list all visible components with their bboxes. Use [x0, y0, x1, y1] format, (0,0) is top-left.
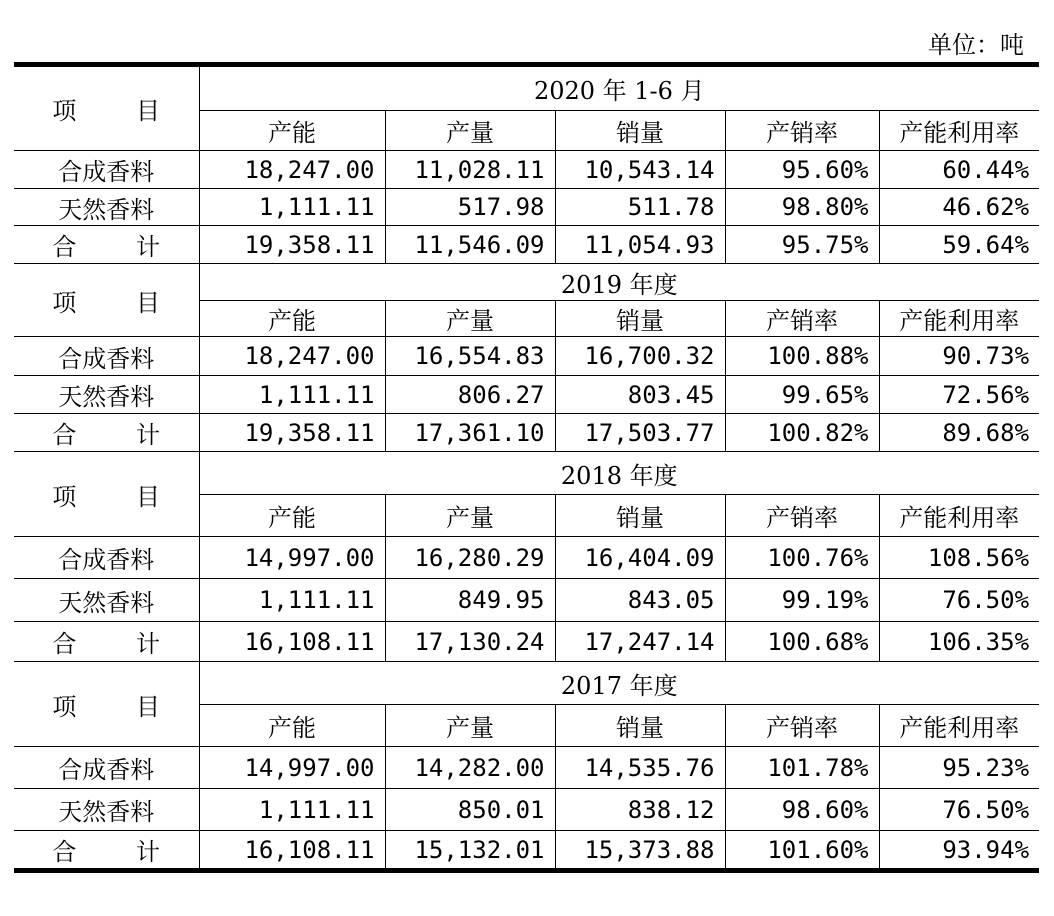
cell-value: 10,543.14 — [555, 151, 725, 189]
row-label: 合成香料 — [14, 337, 199, 376]
cell-value: 15,373.88 — [555, 831, 725, 871]
cell-value: 16,280.29 — [385, 537, 555, 579]
cell-value: 14,997.00 — [199, 537, 385, 579]
column-header: 产量 — [385, 495, 555, 537]
cell-value: 517.98 — [385, 189, 555, 226]
column-header: 产能 — [199, 495, 385, 537]
period-row — [14, 452, 1039, 495]
cell-value: 14,282.00 — [385, 747, 555, 789]
cell-value: 19,358.11 — [199, 226, 385, 264]
column-header: 产销率 — [725, 301, 879, 337]
row-label: 合成香料 — [14, 151, 199, 189]
cell-value: 511.78 — [555, 189, 725, 226]
unit-label: 单位：吨 — [928, 31, 1024, 59]
column-header: 产能 — [199, 111, 385, 151]
cell-value: 98.60% — [725, 789, 879, 831]
cell-value: 17,247.14 — [555, 622, 725, 662]
item-header: 项 目 — [14, 662, 199, 747]
cell-value: 1,111.11 — [199, 376, 385, 414]
cell-value: 100.76% — [725, 537, 879, 579]
capacity-table — [14, 62, 1039, 873]
cell-value: 76.50% — [879, 789, 1039, 831]
column-header: 产能 — [199, 301, 385, 337]
cell-value: 11,546.09 — [385, 226, 555, 264]
column-header: 产能利用率 — [879, 111, 1039, 151]
cell-value: 1,111.11 — [199, 579, 385, 622]
table-row — [14, 831, 1039, 871]
cell-value: 100.88% — [725, 337, 879, 376]
column-header: 销量 — [555, 301, 725, 337]
cell-value: 838.12 — [555, 789, 725, 831]
cell-value: 843.05 — [555, 579, 725, 622]
column-header: 产销率 — [725, 705, 879, 747]
cell-value: 76.50% — [879, 579, 1039, 622]
row-label: 天然香料 — [14, 579, 199, 622]
cell-value: 98.80% — [725, 189, 879, 226]
cell-value: 849.95 — [385, 579, 555, 622]
table-body — [14, 65, 1039, 871]
column-header: 产销率 — [725, 111, 879, 151]
column-header: 销量 — [555, 111, 725, 151]
cell-value: 16,700.32 — [555, 337, 725, 376]
cell-value: 18,247.00 — [199, 337, 385, 376]
row-label: 合成香料 — [14, 537, 199, 579]
cell-value: 60.44% — [879, 151, 1039, 189]
row-label: 合 计 — [14, 831, 199, 871]
table-row — [14, 537, 1039, 579]
table-row — [14, 622, 1039, 662]
cell-value: 46.62% — [879, 189, 1039, 226]
period-header: 2019 年度 — [199, 264, 1039, 301]
period-header: 2018 年度 — [199, 452, 1039, 495]
cell-value: 19,358.11 — [199, 414, 385, 452]
table-row — [14, 747, 1039, 789]
period-header: 2017 年度 — [199, 662, 1039, 705]
cell-value: 16,554.83 — [385, 337, 555, 376]
column-header: 产能 — [199, 705, 385, 747]
period-row — [14, 662, 1039, 705]
cell-value: 16,404.09 — [555, 537, 725, 579]
cell-value: 89.68% — [879, 414, 1039, 452]
column-header: 产量 — [385, 111, 555, 151]
cell-value: 18,247.00 — [199, 151, 385, 189]
column-header: 销量 — [555, 495, 725, 537]
cell-value: 17,503.77 — [555, 414, 725, 452]
table-row — [14, 226, 1039, 264]
cell-value: 806.27 — [385, 376, 555, 414]
cell-value: 101.60% — [725, 831, 879, 871]
cell-value: 850.01 — [385, 789, 555, 831]
item-header: 项 目 — [14, 264, 199, 337]
cell-value: 72.56% — [879, 376, 1039, 414]
item-header: 项 目 — [14, 452, 199, 537]
cell-value: 14,997.00 — [199, 747, 385, 789]
table-row — [14, 579, 1039, 622]
column-header: 产能利用率 — [879, 495, 1039, 537]
cell-value: 95.75% — [725, 226, 879, 264]
table-row — [14, 189, 1039, 226]
row-label: 天然香料 — [14, 789, 199, 831]
cell-value: 100.82% — [725, 414, 879, 452]
cell-value: 95.23% — [879, 747, 1039, 789]
cell-value: 15,132.01 — [385, 831, 555, 871]
cell-value: 11,054.93 — [555, 226, 725, 264]
table-row — [14, 337, 1039, 376]
row-label: 合 计 — [14, 226, 199, 264]
item-header: 项 目 — [14, 65, 199, 151]
period-header: 2020 年 1-6 月 — [199, 65, 1039, 111]
cell-value: 14,535.76 — [555, 747, 725, 789]
table-row — [14, 376, 1039, 414]
row-label: 天然香料 — [14, 376, 199, 414]
column-header: 产销率 — [725, 495, 879, 537]
cell-value: 11,028.11 — [385, 151, 555, 189]
cell-value: 95.60% — [725, 151, 879, 189]
cell-value: 90.73% — [879, 337, 1039, 376]
row-label: 天然香料 — [14, 189, 199, 226]
cell-value: 803.45 — [555, 376, 725, 414]
cell-value: 99.19% — [725, 579, 879, 622]
cell-value: 99.65% — [725, 376, 879, 414]
cell-value: 1,111.11 — [199, 789, 385, 831]
column-header: 产能利用率 — [879, 301, 1039, 337]
cell-value: 100.68% — [725, 622, 879, 662]
row-label: 合成香料 — [14, 747, 199, 789]
column-header: 产量 — [385, 301, 555, 337]
column-header: 产量 — [385, 705, 555, 747]
period-row — [14, 264, 1039, 301]
cell-value: 108.56% — [879, 537, 1039, 579]
cell-value: 16,108.11 — [199, 622, 385, 662]
cell-value: 106.35% — [879, 622, 1039, 662]
table-row — [14, 414, 1039, 452]
cell-value: 1,111.11 — [199, 189, 385, 226]
cell-value: 93.94% — [879, 831, 1039, 871]
column-header: 产能利用率 — [879, 705, 1039, 747]
row-label: 合 计 — [14, 414, 199, 452]
cell-value: 16,108.11 — [199, 831, 385, 871]
table-row — [14, 789, 1039, 831]
column-header: 销量 — [555, 705, 725, 747]
row-label: 合 计 — [14, 622, 199, 662]
table-row — [14, 151, 1039, 189]
cell-value: 17,130.24 — [385, 622, 555, 662]
cell-value: 101.78% — [725, 747, 879, 789]
period-row — [14, 65, 1039, 111]
cell-value: 59.64% — [879, 226, 1039, 264]
cell-value: 17,361.10 — [385, 414, 555, 452]
